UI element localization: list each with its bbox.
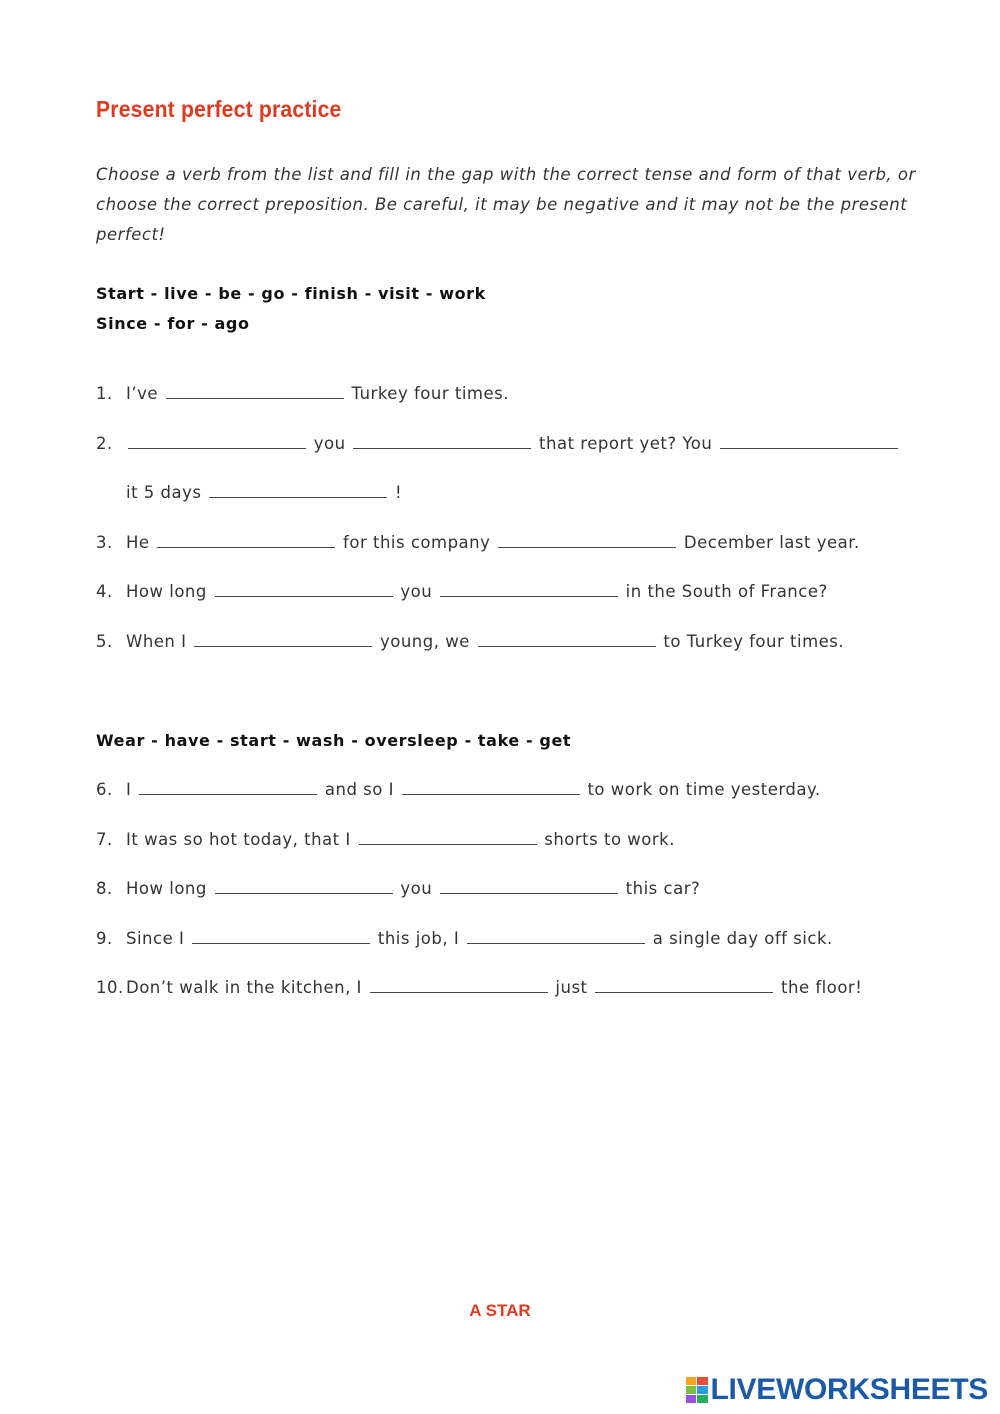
answer-blank[interactable] (139, 780, 317, 795)
item-text: Don’t walk in the kitchen, I (126, 978, 368, 997)
item-text: How long (126, 879, 213, 898)
item-text: Turkey four times. (345, 384, 509, 403)
exercise-item (96, 433, 900, 455)
footer-brand: A STAR (469, 1301, 531, 1320)
logo-square (686, 1395, 697, 1403)
item-text: in the South of France? (619, 582, 828, 601)
item-number: 8. (96, 879, 113, 898)
preposition-list: Since - for - ago (96, 314, 250, 333)
item-text: just (549, 978, 594, 997)
item-number: 1. (96, 384, 113, 403)
answer-blank[interactable] (353, 434, 531, 449)
item-text: December last year. (678, 533, 860, 552)
logo-mark-icon (686, 1377, 708, 1403)
item-text: He (126, 533, 156, 552)
answer-blank[interactable] (440, 582, 618, 597)
answer-blank[interactable] (498, 533, 676, 548)
answer-blank[interactable] (359, 830, 537, 845)
item-text: Since I (126, 929, 191, 948)
instructions: Choose a verb from the list and fill in the gap with the correct tense and form of that verb, or choose the correct preposition. Be careful, it may be negative and it may not be the present perfect! (96, 165, 916, 244)
item-text: ! (389, 483, 403, 502)
item-text: it 5 days (126, 483, 208, 502)
item-text: shorts to work. (538, 830, 675, 849)
exercise-item (96, 829, 675, 851)
item-text: this job, I (372, 929, 465, 948)
exercise-item (96, 631, 844, 653)
item-text: the floor! (775, 978, 863, 997)
item-text: for this company (337, 533, 497, 552)
answer-blank[interactable] (595, 978, 773, 993)
answer-blank[interactable] (720, 434, 898, 449)
item-text: When I (126, 632, 193, 651)
item-text: How long (126, 582, 213, 601)
liveworksheets-logo[interactable] (686, 1373, 989, 1407)
item-number: 7. (96, 830, 113, 849)
item-text: you (394, 879, 438, 898)
item-text: you (308, 434, 352, 453)
item-number: 2. (96, 434, 113, 453)
item-number: 5. (96, 632, 113, 651)
exercise-item (96, 878, 700, 900)
verb-list-2: Wear - have - start - wash - oversleep - take - get (96, 731, 572, 750)
item-text: to Turkey four times. (657, 632, 845, 651)
answer-blank[interactable] (128, 434, 306, 449)
exercise-item (96, 482, 402, 504)
item-text: to work on time yesterday. (581, 780, 821, 799)
answer-blank[interactable] (157, 533, 335, 548)
answer-blank[interactable] (467, 929, 645, 944)
answer-blank[interactable] (402, 780, 580, 795)
item-number: 9. (96, 929, 113, 948)
answer-blank[interactable] (478, 632, 656, 647)
logo-square (686, 1386, 697, 1394)
item-text: this car? (619, 879, 701, 898)
logo-square (697, 1377, 708, 1385)
item-text: a single day off sick. (646, 929, 833, 948)
exercise-item (96, 532, 860, 554)
item-text: young, we (374, 632, 476, 651)
item-text: and so I (319, 780, 400, 799)
item-text: you (394, 582, 438, 601)
logo-square (686, 1377, 697, 1385)
page-title: Present perfect practice (96, 96, 342, 122)
answer-blank[interactable] (209, 483, 387, 498)
item-number: 10. (96, 978, 124, 997)
answer-blank[interactable] (166, 384, 344, 399)
answer-blank[interactable] (194, 632, 372, 647)
logo-text: LIVEWORKSHEETS (710, 1373, 988, 1406)
item-text: It was so hot today, that I (126, 830, 357, 849)
item-number: 4. (96, 582, 113, 601)
exercise-item (96, 581, 828, 603)
answer-blank[interactable] (370, 978, 548, 993)
item-text: I (126, 780, 138, 799)
answer-blank[interactable] (192, 929, 370, 944)
item-number: 3. (96, 533, 113, 552)
item-number: 6. (96, 780, 113, 799)
logo-square (697, 1386, 708, 1394)
exercise-item (96, 383, 509, 405)
exercise-item (96, 779, 821, 801)
answer-blank[interactable] (215, 582, 393, 597)
exercise-item (96, 977, 862, 999)
item-text: I’ve (126, 384, 164, 403)
answer-blank[interactable] (440, 879, 618, 894)
item-text: that report yet? You (533, 434, 719, 453)
exercise-item (96, 928, 833, 950)
verb-list-1: Start - live - be - go - finish - visit - work (96, 284, 486, 303)
answer-blank[interactable] (215, 879, 393, 894)
logo-square (697, 1395, 708, 1403)
